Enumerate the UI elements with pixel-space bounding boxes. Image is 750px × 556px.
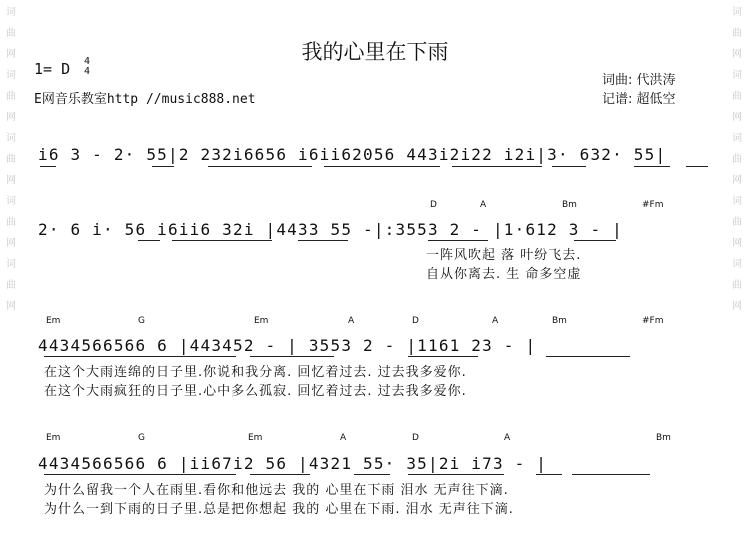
chord-row-2 xyxy=(42,200,712,214)
watermark-char: 词 xyxy=(6,133,16,144)
watermark-char: 词 xyxy=(6,259,16,270)
lyric-line: 为什么留我一个人在雨里.看你和他远去 我的 心里在下雨 泪水 无声往下滴. xyxy=(44,483,509,498)
underline xyxy=(428,240,488,241)
lyric-line: 一阵风吹起 落 叶纷飞去. xyxy=(426,248,582,263)
watermark-char: 网 xyxy=(6,175,16,186)
chord-row-3 xyxy=(42,316,712,330)
underline xyxy=(686,166,708,167)
lyric-line: 为什么一到下雨的日子里.总是把你想起 我的 心里在下雨. 泪水 无声往下滴. xyxy=(44,502,514,517)
chord-label: D xyxy=(412,433,419,443)
watermark-char: 词 xyxy=(732,259,742,270)
watermark-left xyxy=(0,0,22,556)
underline xyxy=(40,166,56,167)
key-signature: 1= D xyxy=(34,60,71,78)
chord-row-4 xyxy=(42,433,712,447)
chord-label: Em xyxy=(46,316,61,326)
chord-label: G xyxy=(138,433,145,443)
song-title: 我的心里在下雨 xyxy=(301,40,449,64)
underline xyxy=(354,474,390,475)
underline xyxy=(546,356,630,357)
watermark-char: 曲 xyxy=(6,280,16,291)
chord-label: D xyxy=(412,316,419,326)
chord-label: #Fm xyxy=(642,200,664,210)
underline xyxy=(574,240,616,241)
watermark-char: 词 xyxy=(732,70,742,81)
chord-label: G xyxy=(138,316,145,326)
underline xyxy=(408,356,478,357)
watermark-char: 曲 xyxy=(6,91,16,102)
chord-label: Em xyxy=(46,433,61,443)
watermark-char: 网 xyxy=(732,112,742,123)
chord-label: Bm xyxy=(656,433,671,443)
watermark-char: 词 xyxy=(732,196,742,207)
underline xyxy=(572,474,650,475)
underline xyxy=(634,166,670,167)
watermark-char: 网 xyxy=(6,112,16,123)
chord-label: A xyxy=(480,200,487,210)
underline xyxy=(208,166,312,167)
watermark-char: 词 xyxy=(732,7,742,18)
watermark-char: 网 xyxy=(732,301,742,312)
chord-label: A xyxy=(504,433,511,443)
underline xyxy=(536,474,562,475)
underline xyxy=(452,166,542,167)
underline xyxy=(408,474,504,475)
underline xyxy=(250,474,310,475)
watermark-char: 曲 xyxy=(6,154,16,165)
transcriber-credit: 记谱: 超低空 xyxy=(602,92,676,107)
watermark-char: 网 xyxy=(732,238,742,249)
lyric-line: 自从你离去. 生 命多空虚 xyxy=(426,267,582,282)
lyricist-credit: 词曲: 代洪涛 xyxy=(602,73,676,88)
watermark-char: 网 xyxy=(6,238,16,249)
score-line-2: 2· 6 i· 56 i6ii6 32i |4433 55 -|:3553 2 - |1·612 3 - | xyxy=(38,220,623,239)
chord-label: Em xyxy=(248,433,263,443)
chord-label: Bm xyxy=(552,316,567,326)
chord-label: Em xyxy=(254,316,269,326)
watermark-char: 网 xyxy=(732,175,742,186)
watermark-char: 曲 xyxy=(732,280,742,291)
lyric-line: 在这个大雨疯狂的日子里.心中多么孤寂. 回忆着过去. 过去我多爱你. xyxy=(44,384,467,399)
score-line-3: 4434566566 6 |443452 - | 3553 2 - |1161 23 - | xyxy=(38,336,537,355)
underline xyxy=(172,240,272,241)
underline xyxy=(324,166,440,167)
time-signature-bottom: 4 xyxy=(83,66,91,77)
underline xyxy=(138,240,160,241)
watermark-right xyxy=(726,0,748,556)
chord-label: A xyxy=(340,433,347,443)
watermark-char: 词 xyxy=(6,7,16,18)
watermark-char: 网 xyxy=(732,49,742,60)
watermark-char: 曲 xyxy=(732,217,742,228)
watermark-char: 曲 xyxy=(6,217,16,228)
watermark-char: 曲 xyxy=(732,91,742,102)
watermark-char: 网 xyxy=(6,49,16,60)
watermark-char: 词 xyxy=(6,70,16,81)
watermark-char: 网 xyxy=(6,301,16,312)
chord-label: A xyxy=(348,316,355,326)
chord-label: A xyxy=(492,316,499,326)
time-signature xyxy=(82,57,92,77)
time-signature-top: 4 xyxy=(83,56,91,67)
underline xyxy=(152,166,174,167)
underline xyxy=(44,356,236,357)
underline xyxy=(552,166,586,167)
watermark-char: 词 xyxy=(732,133,742,144)
watermark-char: 曲 xyxy=(6,28,16,39)
score-line-1: i6 3 - 2· 55|2 232i6656 i6ii62056 443i2i22 i2i|3· 632· 55| xyxy=(38,145,667,164)
source-site: E网音乐教室http //music888.net xyxy=(34,92,256,107)
score-line-4: 4434566566 6 |ii67i2 56 |4321 55· 35|2i i73 - | xyxy=(38,454,548,473)
chord-label: D xyxy=(430,200,437,210)
chord-label: #Fm xyxy=(642,316,664,326)
watermark-char: 曲 xyxy=(732,28,742,39)
lyric-line: 在这个大雨连绵的日子里.你说和我分离. 回忆着过去. 过去我多爱你. xyxy=(44,365,467,380)
underline xyxy=(250,356,334,357)
watermark-char: 词 xyxy=(6,196,16,207)
chord-label: Bm xyxy=(562,200,577,210)
underline xyxy=(44,474,236,475)
underline xyxy=(298,240,348,241)
watermark-char: 曲 xyxy=(732,154,742,165)
